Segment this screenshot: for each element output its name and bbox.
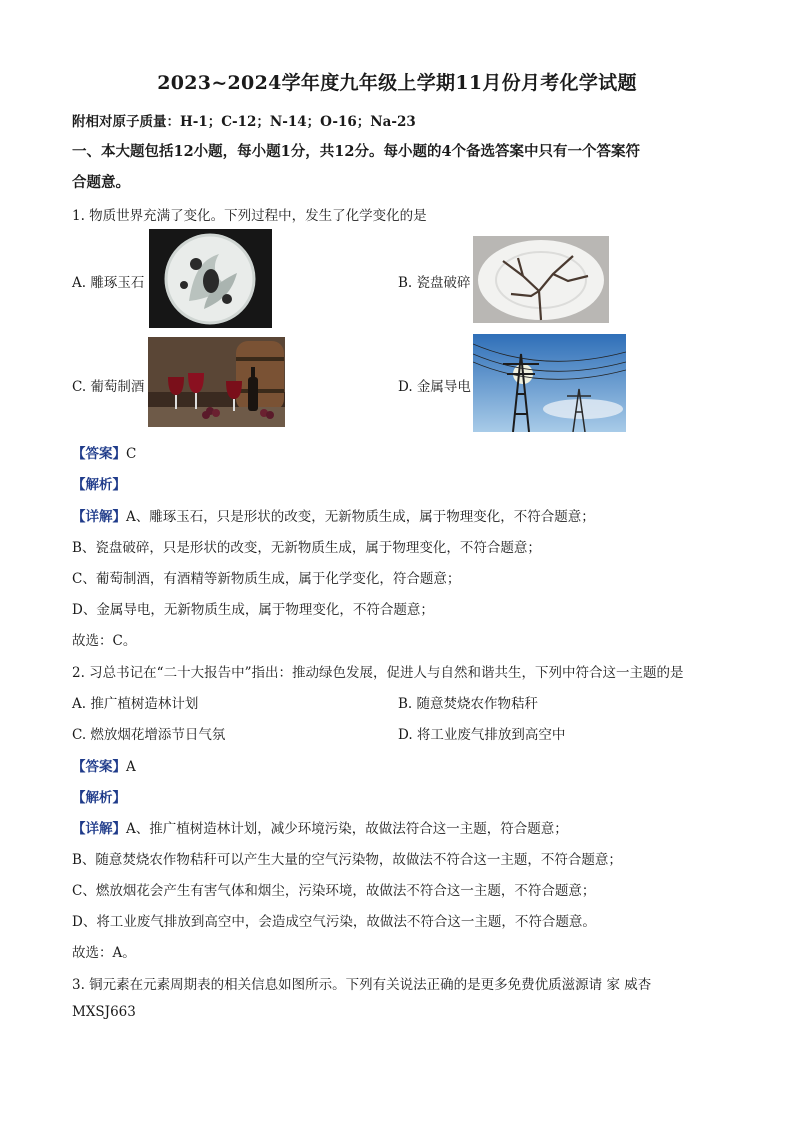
detail-text: A、推广植树造林计划，减少环境污染，故做法符合这一主题，符合题意； [126, 821, 568, 837]
detail-tag: 【详解】 [72, 821, 126, 837]
q2-detail-line: C、燃放烟花会产生有害气体和烟尘，污染环境，故做法不符合这一主题，不符合题意； [72, 883, 596, 899]
q2-conclusion: 故选：A。 [72, 945, 136, 961]
atomic-mass-note: 附相对原子质量：H-1；C-12；N-14；O-16；Na-23 [72, 114, 416, 130]
answer-tag: 【答案】 [72, 759, 126, 775]
q1-conclusion: 故选：C。 [72, 633, 137, 649]
detail-tag: 【详解】 [72, 509, 126, 525]
detail-text: A、雕琢玉石，只是形状的改变，无新物质生成，属于物理变化，不符合题意； [126, 509, 595, 525]
answer-value: A [126, 759, 136, 775]
q2-option-c: C. 燃放烟花增添节日气氛 [72, 727, 226, 743]
q1-detail-line: C、葡萄制酒，有酒精等新物质生成，属于化学变化，符合题意； [72, 571, 461, 587]
power-tower-image [473, 334, 626, 432]
answer-tag: 【答案】 [72, 446, 126, 462]
q2-detail-line: D、将工业废气排放到高空中，会造成空气污染，故做法不符合这一主题，不符合题意。 [72, 914, 596, 930]
jade-carving-image [149, 229, 272, 328]
q2-option-d: D. 将工业废气排放到高空中 [398, 727, 566, 743]
q1-option-c: C. 葡萄制酒 [72, 379, 145, 395]
section-heading-line1: 一、本大题包括12小题，每小题1分，共12分。每小题的4个备选答案中只有一个答案符 [72, 143, 641, 160]
q2-analysis-tag: 【解析】 [72, 790, 126, 806]
broken-plate-image [473, 236, 609, 323]
q1-option-a: A. 雕琢玉石 [72, 275, 145, 291]
q2-stem: 2. 习总书记在“二十大报告中”指出：推动绿色发展，促进人与自然和谐共生，下列中符合这一主题的是 [72, 665, 684, 681]
q3-stem: 3. 铜元素在元素周期表的相关信息如图所示。下列有关说法正确的是更多免费优质滋源请 家 威杏 [72, 977, 652, 993]
q2-detail-line: B、随意焚烧农作物秸秆可以产生大量的空气污染物，故做法不符合这一主题，不符合题意； [72, 852, 622, 868]
q1-detail-line [72, 505, 595, 525]
q1-detail-line: D、金属导电，无新物质生成，属于物理变化，不符合题意； [72, 602, 434, 618]
q1-answer [72, 442, 136, 462]
section-heading-line2: 合题意。 [72, 174, 130, 191]
q1-option-b: B. 瓷盘破碎 [398, 275, 471, 291]
q1-detail-line: B、瓷盘破碎，只是形状的改变，无新物质生成，属于物理变化，不符合题意； [72, 540, 541, 556]
q2-option-a: A. 推广植树造林计划 [72, 696, 199, 712]
q3-stem-continued: MXSJ663 [72, 1004, 136, 1020]
answer-value: C [126, 446, 137, 462]
page-title: 2023~2024学年度九年级上学期11月份月考化学试题 [157, 72, 637, 94]
wine-image [148, 337, 285, 427]
q1-stem: 1. 物质世界充满了变化。下列过程中，发生了化学变化的是 [72, 208, 427, 224]
q1-analysis-tag: 【解析】 [72, 477, 126, 493]
q2-answer [72, 755, 136, 775]
q2-option-b: B. 随意焚烧农作物秸秆 [398, 696, 539, 712]
q1-option-d: D. 金属导电 [398, 379, 471, 395]
q2-detail-line [72, 817, 568, 837]
